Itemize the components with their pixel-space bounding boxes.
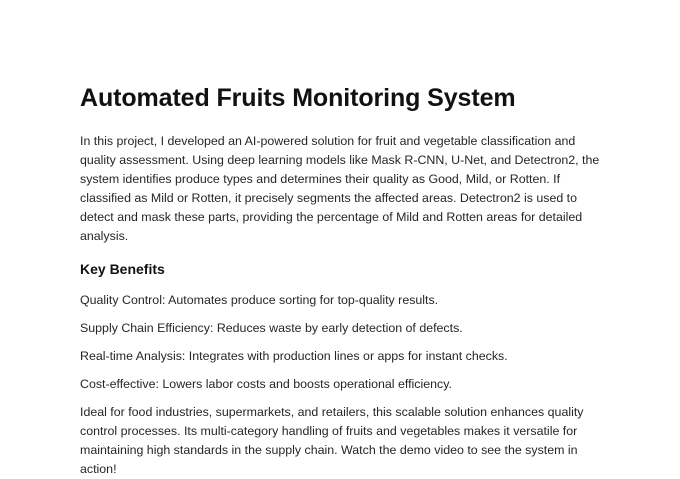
benefit-item-supply-chain: Supply Chain Efficiency: Reduces waste by early detection of defects. [80, 321, 463, 335]
benefit-item-quality-control: Quality Control: Automates produce sorting for top-quality results. [80, 293, 439, 307]
document-content [80, 80, 600, 479]
page-title: Automated Fruits Monitoring System [80, 84, 516, 112]
section-heading: Key Benefits [80, 261, 165, 277]
closing-paragraph: Ideal for food industries, supermarkets, and retailers, this scalable solution enhances quality control processes. Its multi-category handling of fruits and vegetables makes it versatile for maintaining high standards in the supply chain. Watch the demo video to see the system in action! [80, 405, 584, 476]
benefit-item-real-time-analysis: Real-time Analysis: Integrates with production lines or apps for instant checks. [80, 349, 508, 363]
intro-paragraph: In this project, I developed an AI-powered solution for fruit and vegetable classification and quality assessment. Using deep learning models like Mask R-CNN, U-Net, and Detectron2, the system identifies produce types and determines their quality as Good, Mild, or Rotten. If classified as Mild or Rotten, it precisely segments the affected areas. Detectron2 is used to detect and mask these parts, providing the percentage of Mild and Rotten areas for detailed analysis. [80, 134, 600, 243]
benefit-item-cost-effective: Cost-effective: Lowers labor costs and boosts operational efficiency. [80, 377, 452, 391]
